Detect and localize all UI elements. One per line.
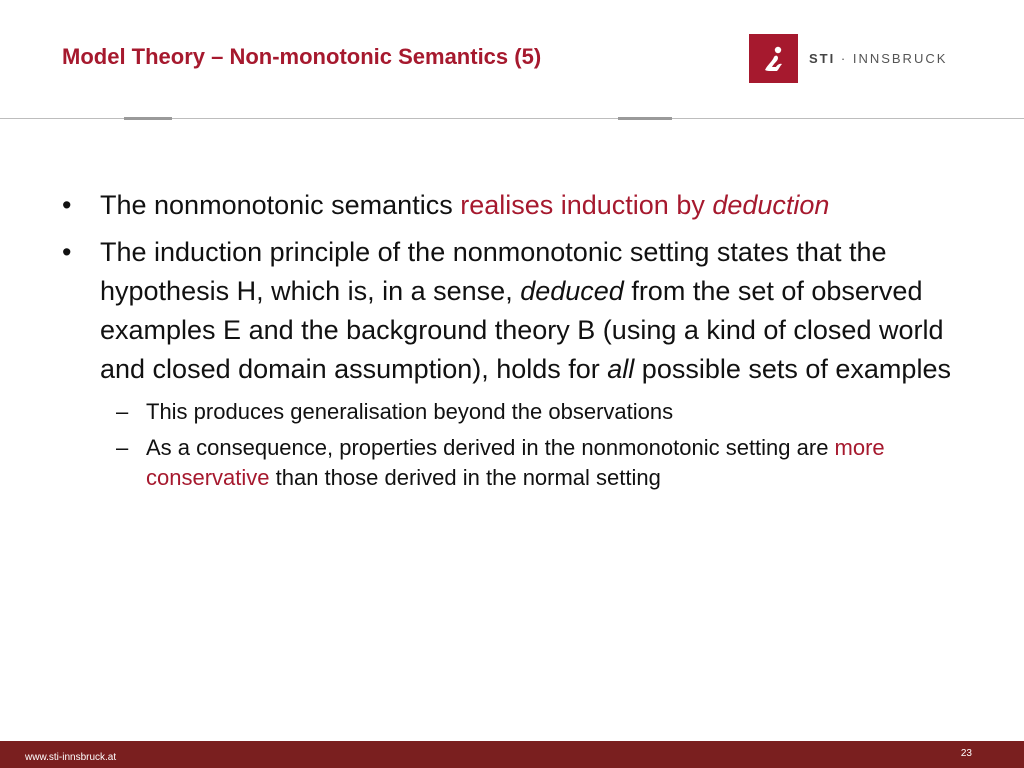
header-divider-accent	[618, 117, 672, 120]
bullet-text: The nonmonotonic semantics	[100, 190, 461, 220]
bullet-item	[58, 233, 988, 389]
logo-place: INNSBRUCK	[852, 51, 948, 66]
bullet-text: from the set of observed examples E and the background theory B (using a kind of closed world and closed domain assumption), holds for	[100, 276, 944, 384]
logo-separator: ·	[840, 51, 848, 66]
sub-bullet-mark: –	[116, 399, 129, 424]
sti-person-icon	[749, 34, 798, 83]
bullet-mark: •	[62, 190, 72, 220]
slide-body	[58, 186, 988, 499]
sub-bullet-text: As a consequence, properties derived in the nonmonotonic setting are	[146, 435, 835, 460]
header-divider-accent	[124, 117, 172, 120]
footer-url-link[interactable]: www.sti-innsbruck.at	[25, 752, 117, 763]
italic-text: all	[607, 354, 635, 384]
page-number: 23	[960, 748, 972, 759]
sub-bullet-item	[58, 397, 988, 427]
italic-text: deduced	[520, 276, 624, 306]
highlight-text: realises induction by	[460, 190, 713, 220]
highlight-italic-text: deduction	[712, 190, 830, 220]
logo-wordmark	[809, 51, 947, 66]
sub-bullet-mark: –	[116, 435, 129, 460]
highlight-text: more conservative	[146, 435, 885, 490]
bullet-item	[58, 186, 988, 225]
sub-bullet-text: This produces generalisation beyond the observations	[146, 399, 674, 424]
logo-brand: STI	[809, 51, 836, 66]
sub-bullet-item	[58, 433, 988, 493]
bullet-text: The induction principle of the nonmonotonic setting states that the hypothesis H, which is, in a sense,	[100, 237, 887, 306]
sub-bullet-text: than those derived in the normal setting	[269, 465, 661, 490]
slide-title: Model Theory – Non-monotonic Semantics (5)	[62, 44, 542, 69]
sti-innsbruck-logo	[749, 34, 947, 83]
bullet-text: possible sets of examples	[634, 354, 951, 384]
bullet-mark: •	[62, 237, 72, 267]
footer-bar	[0, 741, 1024, 768]
